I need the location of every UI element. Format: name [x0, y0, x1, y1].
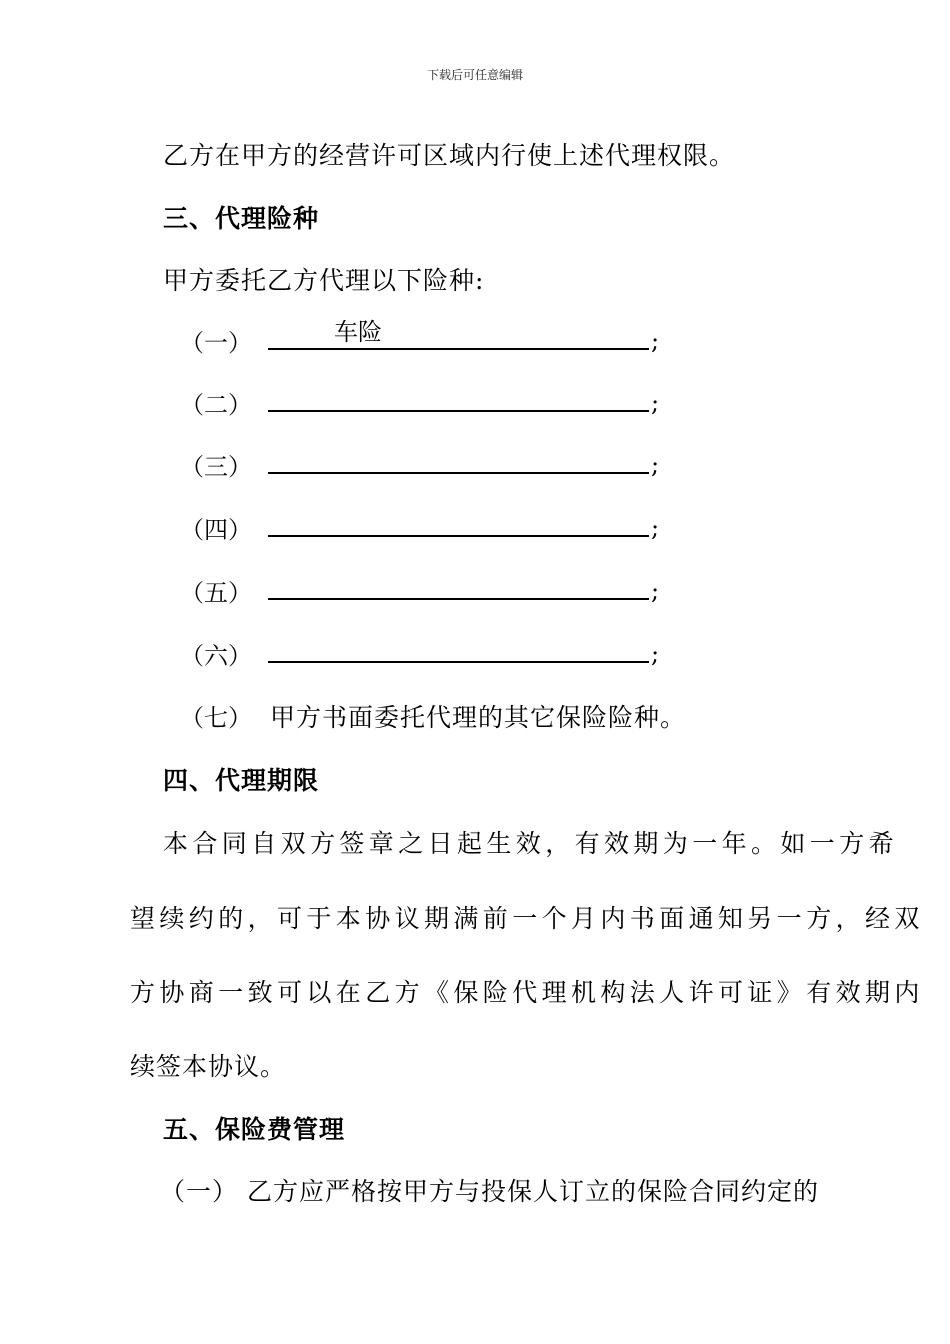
item-terminator: ; [651, 451, 660, 479]
item-blank-field[interactable] [268, 380, 649, 412]
item-blank-field[interactable] [268, 318, 649, 350]
item-label: （五） [180, 579, 252, 607]
term-paragraph-line-3: 方协商一致可以在乙方《保险代理机构法人许可证》有效期内 [130, 978, 924, 1007]
term-paragraph-line-4: 续签本协议。 [130, 1052, 287, 1081]
fee-paragraph-line-1: （一） 乙方应严格按甲方与投保人订立的保险合同约定的 [160, 1177, 819, 1206]
item-text: 甲方书面委托代理的其它保险险种。 [270, 703, 687, 732]
term-paragraph-line-2: 望续约的，可于本协议期满前一个月内书面通知另一方，经双 [130, 904, 924, 933]
item-label: （一） [180, 329, 252, 357]
item-terminator: ; [651, 577, 660, 605]
item-blank-field[interactable] [268, 568, 649, 600]
item-label: （六） [180, 642, 252, 670]
item-label: （四） [180, 516, 252, 544]
paragraph-scope: 乙方在甲方的经营许可区域内行使上述代理权限。 [163, 141, 736, 170]
item-blank-field[interactable] [268, 505, 649, 537]
item-terminator: ; [651, 327, 660, 355]
paragraph-intro: 甲方委托乙方代理以下险种: [163, 266, 485, 295]
item-value: 车险 [334, 318, 382, 346]
item-label: （二） [180, 391, 252, 419]
item-terminator: ; [651, 640, 660, 668]
item-label: （七） [180, 704, 252, 732]
item-label: （三） [180, 453, 252, 481]
item-terminator: ; [651, 514, 660, 542]
term-paragraph-line-1: 本合同自双方签章之日起生效，有效期为一年。如一方希 [163, 829, 899, 858]
section-heading-5: 五、保险费管理 [163, 1115, 346, 1144]
item-blank-field[interactable] [268, 442, 649, 474]
page-header: 下载后可任意编辑 [426, 68, 523, 82]
item-terminator: ; [651, 389, 660, 417]
section-heading-3: 三、代理险种 [163, 204, 320, 233]
section-heading-4: 四、代理期限 [163, 766, 320, 795]
item-blank-field[interactable] [268, 631, 649, 663]
